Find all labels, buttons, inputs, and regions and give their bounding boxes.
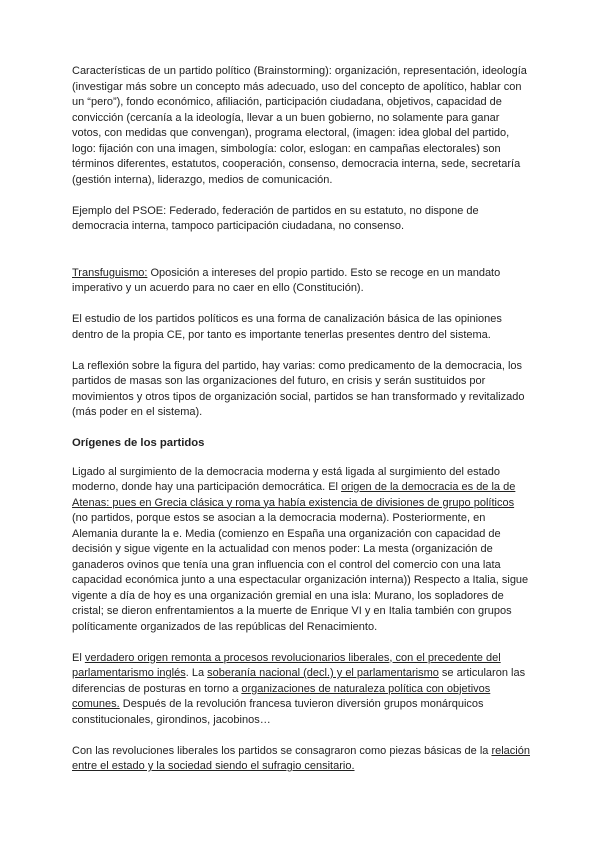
paragraph-study: El estudio de los partidos políticos es una forma de canalización básica de las opiniones dentro de la propia CE, por tanto es importante tenerlas presentes dentro del sistema.	[72, 313, 502, 341]
term-transfuguismo: Transfuguismo:	[72, 266, 148, 279]
blank-line	[72, 250, 530, 266]
underlined-text: organizaciones de naturaleza política con objetivos comunes.	[72, 682, 491, 710]
document-page	[72, 64, 530, 790]
paragraph-psoe-example: Ejemplo del PSOE: Federado, federación de partidos en su estatuto, no dispone de democracia interna, tampoco participación ciudadana, no consenso.	[72, 204, 479, 232]
paragraph-true-origin	[72, 651, 530, 729]
text-run: Con las revoluciones liberales los partidos se consagraron como piezas básicas de la	[72, 744, 492, 757]
definition-text: Oposición a intereses del propio partido. Esto se recoge en un mandato imperativo y un acuerdo para no caer en ello (Constitución).	[72, 266, 501, 294]
text-run: se articularon las diferencias de posturas en torno a	[72, 667, 526, 695]
underlined-text: verdadero origen remonta a procesos revolucionarios liberales, con el precedente del parlamentarismo inglés	[72, 651, 501, 679]
underlined-text: soberanía nacional (decl.) y el parlamentarismo	[207, 667, 439, 679]
section-heading: Orígenes de los partidos	[72, 437, 205, 449]
paragraph-liberal-revolutions	[72, 744, 530, 775]
paragraph-origins	[72, 465, 530, 636]
paragraph-characteristics: Características de un partido político (Brainstorming): organización, representación, ideología (investigar más sobre un concepto más adecuado, uso del concepto de apolítico, hablar con un “pero”), fondo económico, afiliación, participación ciudadana, objetivos, capacidad de convicción (cercanía a la ideología, llevar a un buen gobierno, no solamente para ganar votos, con medidas que convengan), programa electoral, (imagen: idea global del partido, logo: fijación con una imagen, simbología: color, eslogan: en campañas electorales) son términos diferentes, estatutos, cooperación, consenso, democracia interna, sede, secretaría (gestión interna), liderazgo, medios de comunicación.	[72, 65, 527, 186]
text-run: El	[72, 651, 85, 664]
text-run: Ligado al surgimiento de la democracia moderna y está ligada al surgimiento del estado moderno, donde hay una participación democrática. El	[72, 465, 501, 493]
paragraph-reflection: La reflexión sobre la figura del partido, hay varias: como predicamento de la democracia, los partidos de masas son las organizaciones del futuro, en crisis y serán sustituidos por movimientos y otros tipos de organización social, partidos se han transformado y revitalizado (más poder en el sistema).	[72, 359, 525, 418]
text-run: (no partidos, porque estos se asocian a la democracia moderna). Posteriormente, en Alemania durante la e. Media (comienzo en España una organización con capacidad de decisión y sigue vigente en la actualidad con menos poder: La mesta (organización de ganaderos ovinos que tenía una gran influencia con el control del comercio con una lata capacidad económica junto a una espectacular organización interna)) Respecto a Italia, sigue vigente a día de hoy es una organización gremial en una isla: Murano, los sopladores de cristal; se dieron enfrentamientos a la muerte de Enrique VI y en Italia también con grupos políticamente organizados de las repúblicas del Renacimiento.	[72, 512, 529, 633]
text-run: . La	[185, 667, 208, 679]
text-run: Después de la revolución francesa tuvieron diversión grupos monárquicos constitucionales, girondinos, jacobinos…	[72, 698, 484, 726]
underlined-text: relación entre el estado y la sociedad siendo el sufragio censitario.	[72, 744, 530, 772]
underlined-text: origen de la democracia es de la de Atenas: pues en Grecia clásica y roma ya había existencia de divisiones de grupo políticos	[72, 481, 516, 509]
paragraph-transfuguismo	[72, 266, 530, 297]
